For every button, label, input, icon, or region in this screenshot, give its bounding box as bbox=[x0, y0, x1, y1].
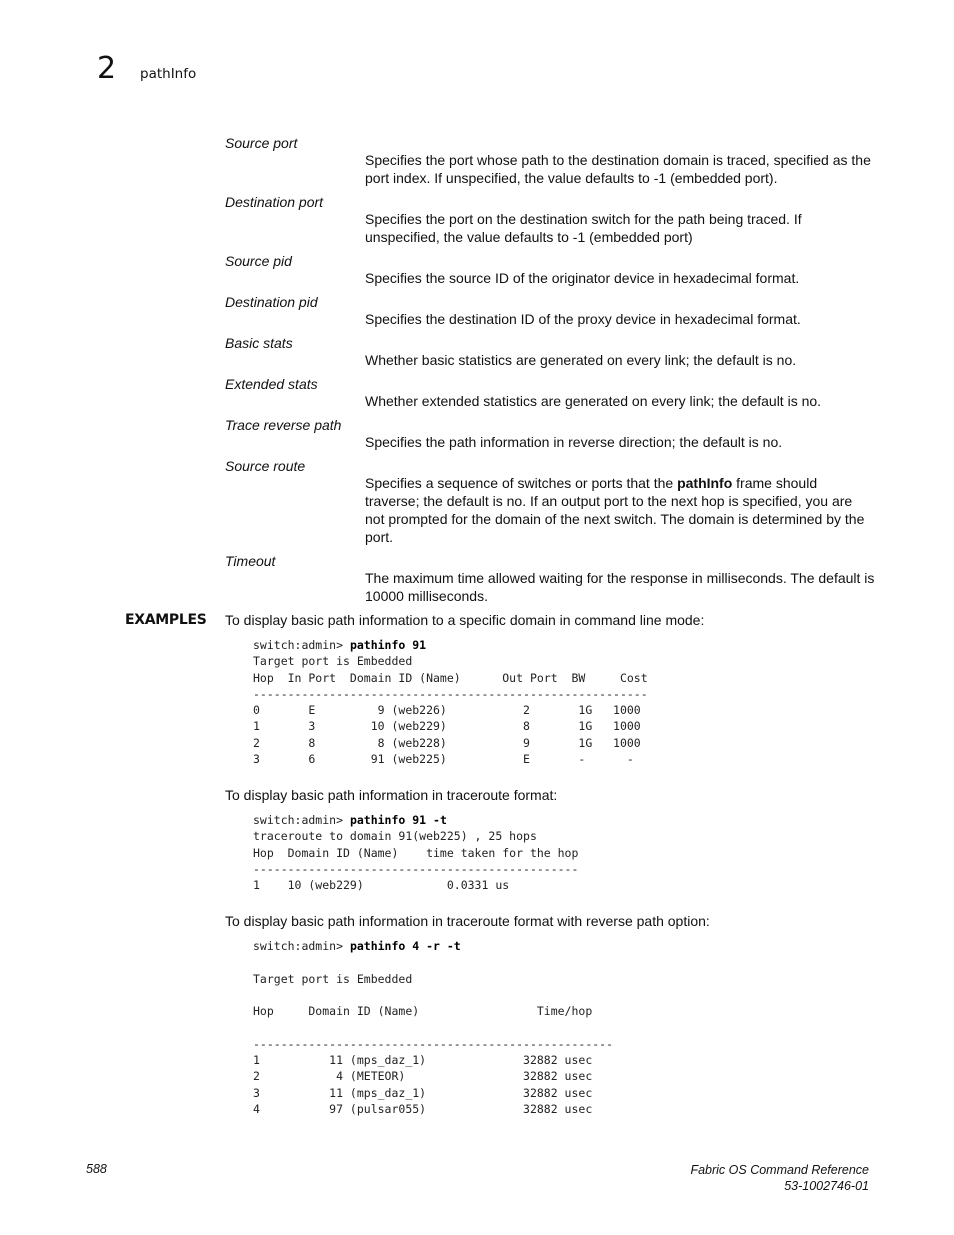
command: pathinfo 91 bbox=[349, 638, 427, 652]
doc-title: Fabric OS Command Reference bbox=[690, 1163, 869, 1177]
command-output: traceroute to domain 91(web225) , 25 hops Hop Domain ID (Name) time taken for the hop ----------------------------------------------- 1 10 (web229) 0.0331 us bbox=[253, 829, 579, 893]
doc-id: 53-1002746-01 bbox=[784, 1179, 869, 1193]
term: Source route bbox=[225, 458, 306, 474]
definition-timeout bbox=[0, 552, 954, 605]
example-3-code bbox=[253, 938, 613, 1117]
command-name: pathInfo bbox=[677, 475, 733, 491]
term: Timeout bbox=[225, 553, 276, 569]
command: pathinfo 91 -t bbox=[349, 813, 447, 827]
term: Destination port bbox=[225, 194, 324, 210]
term: Extended stats bbox=[225, 376, 318, 392]
definition-extended-stats bbox=[0, 375, 954, 410]
term: Destination pid bbox=[225, 294, 318, 310]
definition-basic-stats bbox=[0, 334, 954, 369]
definition-source-pid bbox=[0, 252, 954, 287]
description-text: frame should traverse; the default is no. If an output port to the next hop is specified, you are not prompted for the domain of the next switch. The domain is determined by the port. bbox=[365, 475, 865, 545]
prompt: switch:admin> bbox=[253, 638, 350, 652]
prompt: switch:admin> bbox=[253, 813, 350, 827]
chapter-title: pathInfo bbox=[140, 66, 197, 82]
term: Source pid bbox=[225, 253, 292, 269]
chapter-number: 2 bbox=[97, 51, 117, 86]
page-number: 588 bbox=[86, 1162, 107, 1176]
operand-definitions bbox=[0, 134, 954, 605]
description: Whether basic statistics are generated on every link; the default is no. bbox=[365, 352, 797, 368]
example-2-code bbox=[253, 812, 578, 893]
description: Specifies the port on the destination switch for the path being traced. If unspecified, the value defaults to -1 (embedded port) bbox=[365, 211, 802, 245]
description: Specifies the destination ID of the proxy device in hexadecimal format. bbox=[365, 311, 801, 327]
prompt: switch:admin> bbox=[253, 939, 350, 953]
command: pathinfo 4 -r -t bbox=[349, 939, 461, 953]
definition-destination-port bbox=[0, 193, 954, 246]
description: Specifies the source ID of the originator device in hexadecimal format. bbox=[365, 270, 800, 286]
term: Source port bbox=[225, 135, 298, 151]
description: Specifies the path information in reverse direction; the default is no. bbox=[365, 434, 783, 450]
definition-source-route bbox=[0, 457, 954, 546]
description: Whether extended statistics are generated on every link; the default is no. bbox=[365, 393, 822, 409]
term: Basic stats bbox=[225, 335, 293, 351]
example-2-intro: To display basic path information in traceroute format: bbox=[225, 787, 558, 803]
footer-doc-info bbox=[690, 1162, 869, 1194]
description bbox=[365, 474, 875, 546]
definition-source-port bbox=[0, 134, 954, 187]
description-text: Specifies a sequence of switches or ports that the bbox=[365, 475, 678, 491]
example-1-intro: To display basic path information to a specific domain in command line mode: bbox=[225, 612, 705, 628]
description: Specifies the port whose path to the destination domain is traced, specified as the port index. If unspecified, the value defaults to -1 (embedded port). bbox=[365, 152, 871, 186]
examples-heading: EXAMPLES bbox=[125, 612, 207, 628]
definition-trace-reverse-path bbox=[0, 416, 954, 451]
command-output: Target port is Embedded Hop In Port Domain ID (Name) Out Port BW Cost --------------------------------------------------------- 0 E 9 (web226) 2 1G 1000 1 3 10 (web229) 8 1G 1000 2 8 8 (web228) 9 1G 1000 3 6 91 (web225) E - - bbox=[253, 654, 648, 767]
example-1-code bbox=[253, 637, 648, 767]
description: The maximum time allowed waiting for the response in milliseconds. The default is 10000 milliseconds. bbox=[365, 570, 875, 604]
definition-destination-pid bbox=[0, 293, 954, 328]
term: Trace reverse path bbox=[225, 417, 342, 433]
command-output: Target port is Embedded Hop Domain ID (Name) Time/hop ---------------------------------------------------- 1 11 (mps_daz_1) 32882 usec 2 4 (METEOR) 32882 usec 3 11 (mps_daz_1) 32882 usec 4 97 (pulsar055) 32882 usec bbox=[253, 971, 614, 1116]
example-3-intro: To display basic path information in traceroute format with reverse path option: bbox=[225, 913, 710, 929]
